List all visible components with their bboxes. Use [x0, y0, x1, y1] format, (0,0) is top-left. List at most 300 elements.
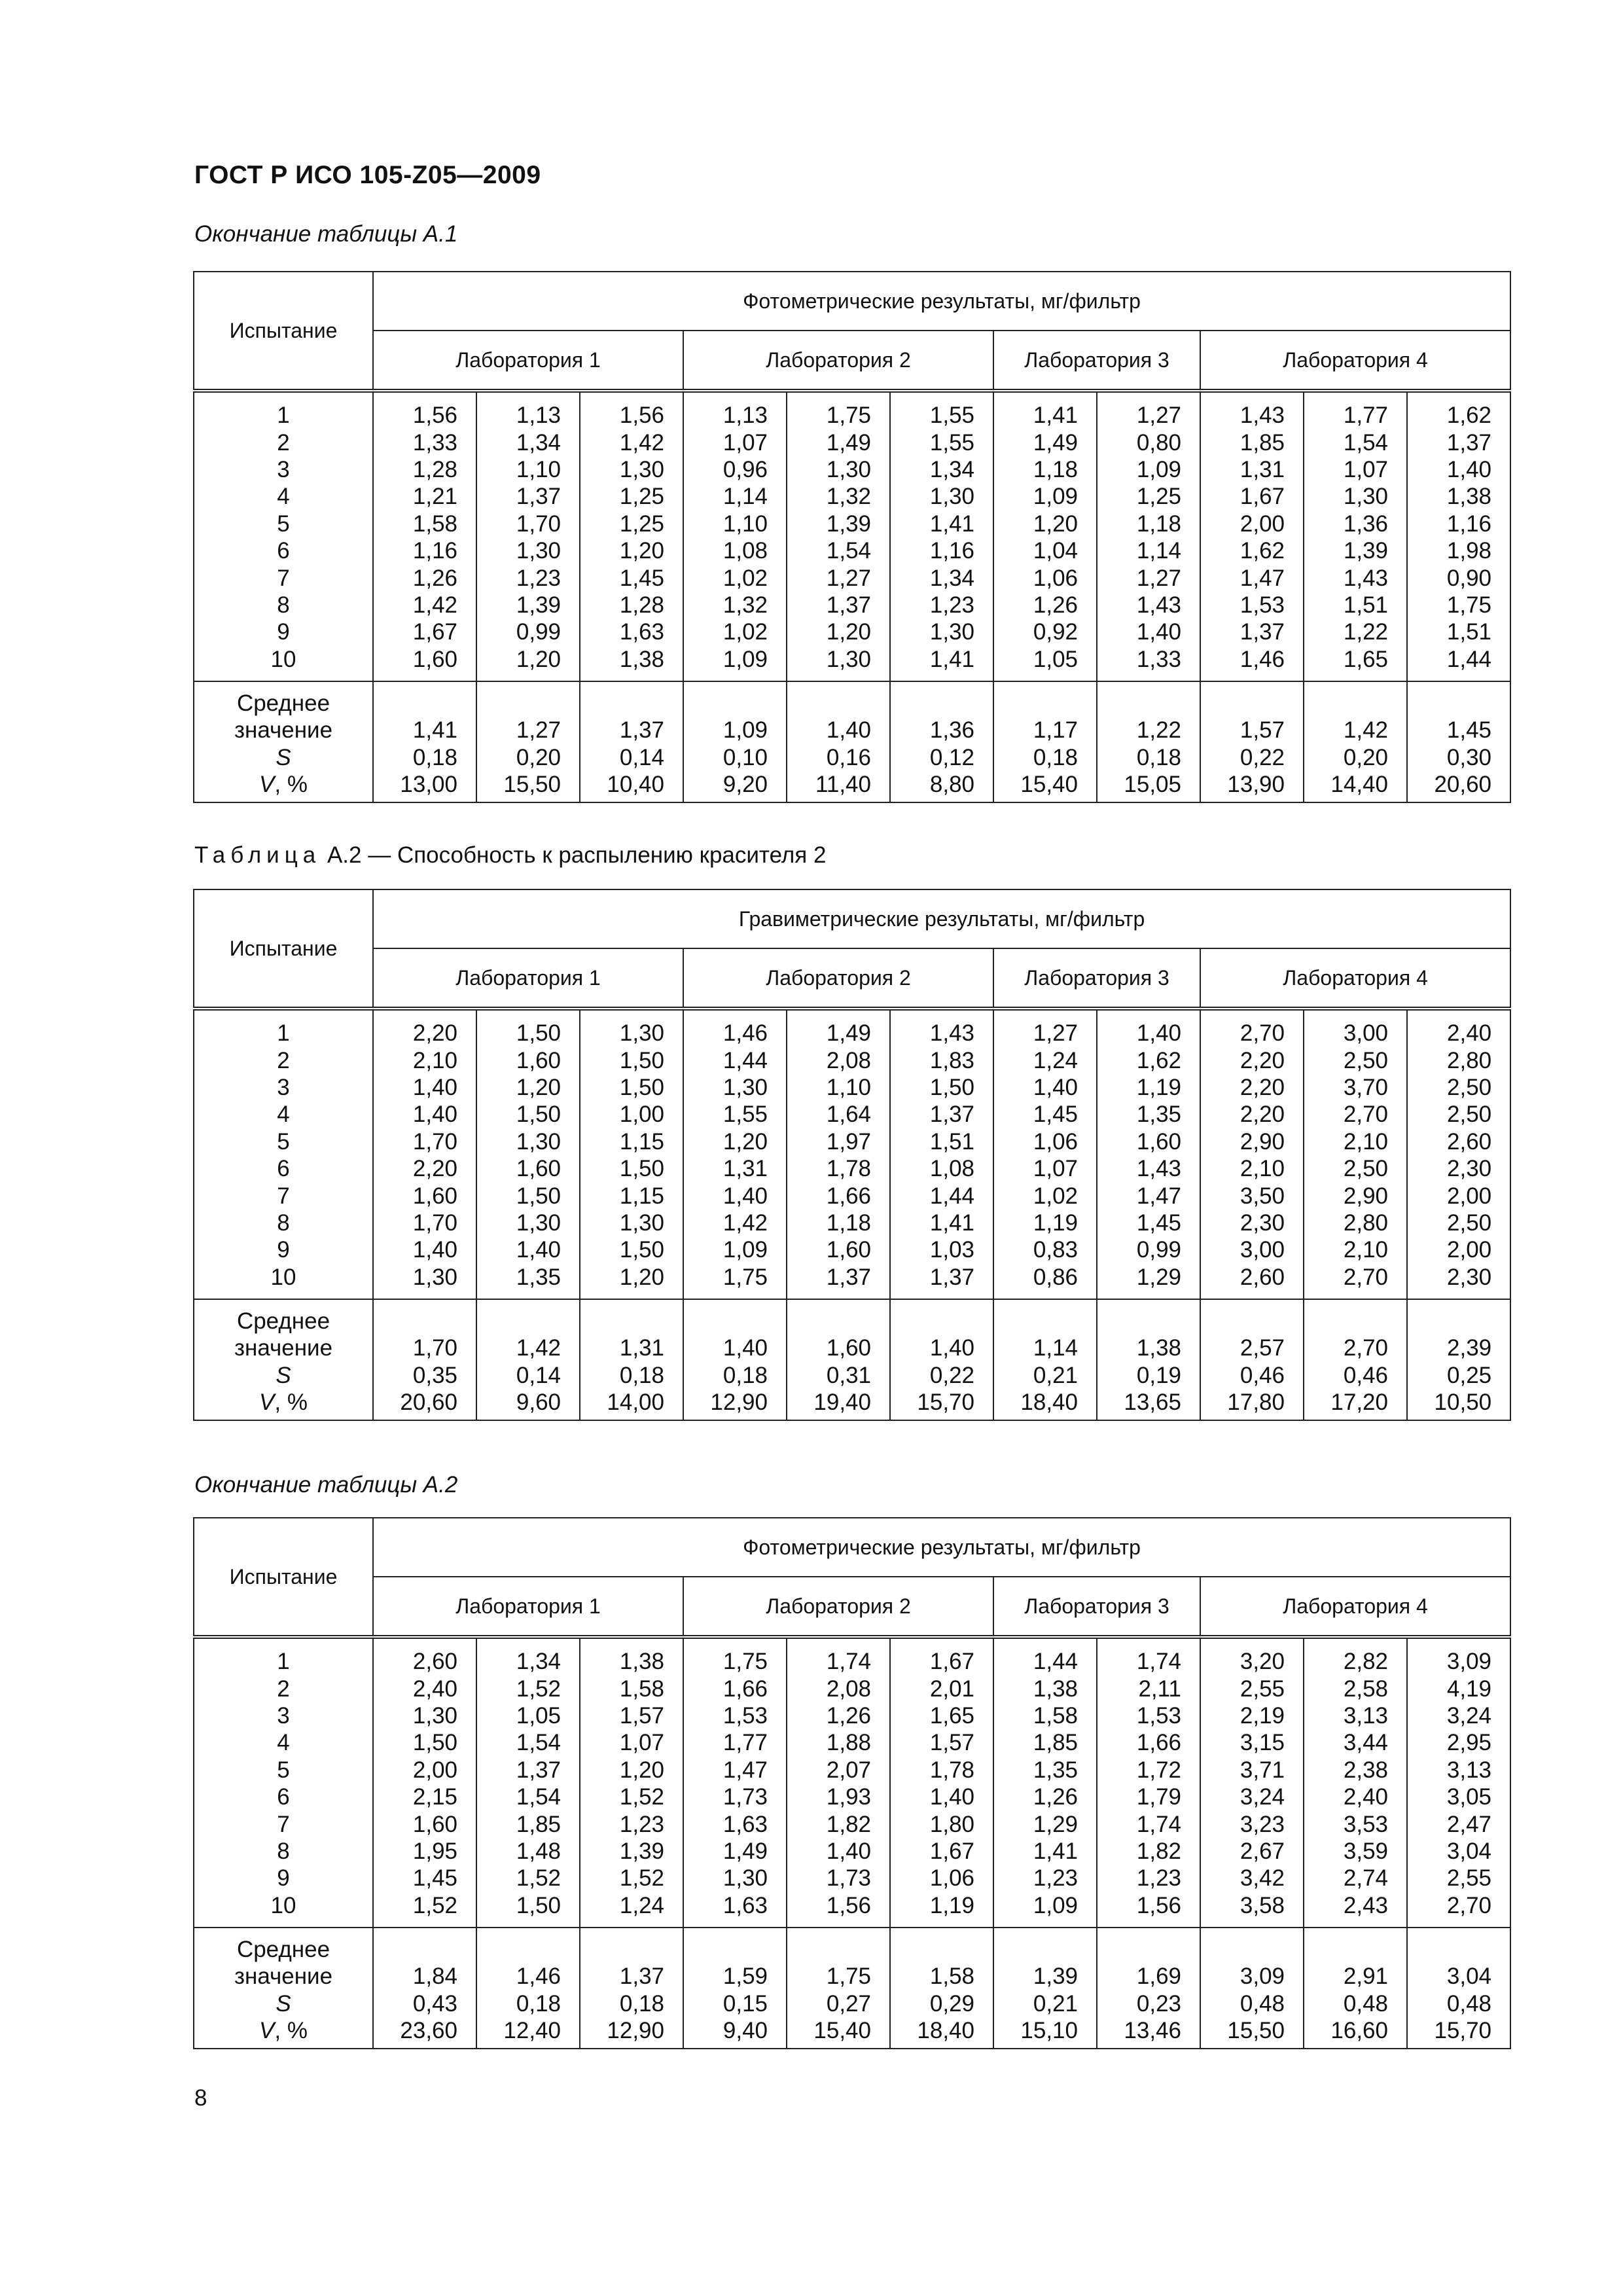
mean-cell: 1,45 [1407, 717, 1510, 744]
value-cell: 1,60 [373, 1810, 476, 1837]
value-cell: 1,40 [1097, 1009, 1200, 1047]
table-row [194, 1264, 1510, 1299]
mean-cell: 1,09 [683, 717, 787, 744]
value-cell: 1,25 [580, 483, 683, 510]
value-cell: 1,27 [787, 564, 890, 591]
value-cell: 1,30 [373, 1264, 476, 1299]
value-cell: 1,37 [787, 1264, 890, 1299]
value-cell: 1,07 [993, 1155, 1097, 1182]
empty-cell [683, 1928, 787, 1963]
table-caption [194, 221, 457, 247]
mean-label-line1: Среднее [194, 681, 373, 717]
value-cell: 1,75 [787, 391, 890, 429]
test-number: 6 [194, 1155, 373, 1182]
value-cell: 3,50 [1200, 1182, 1304, 1209]
mean-cell: 1,37 [580, 1963, 683, 1990]
value-cell: 1,14 [683, 483, 787, 510]
value-cell: 1,50 [476, 1892, 580, 1928]
value-cell: 1,23 [890, 592, 993, 619]
s-cell: 0,48 [1407, 1990, 1510, 2017]
value-cell: 1,20 [476, 1074, 580, 1101]
mean-cell: 1,27 [476, 717, 580, 744]
value-cell: 1,23 [1097, 1865, 1200, 1892]
value-cell: 1,07 [1304, 456, 1407, 483]
empty-cell [476, 1928, 580, 1963]
value-cell: 1,40 [373, 1101, 476, 1128]
table-row [194, 1757, 1510, 1784]
empty-cell [683, 1299, 787, 1335]
empty-cell [476, 1299, 580, 1335]
stat-row-v [194, 771, 1510, 802]
header-lab: Лаборатория 1 [373, 1577, 683, 1637]
s-cell: 0,35 [373, 1362, 476, 1389]
value-cell: 1,30 [787, 456, 890, 483]
page-number: 8 [194, 2085, 207, 2111]
mean-cell: 1,69 [1097, 1963, 1200, 1990]
value-cell: 2,60 [373, 1637, 476, 1675]
s-cell: 0,18 [993, 744, 1097, 771]
s-cell: 0,22 [890, 1362, 993, 1389]
header-lab: Лаборатория 3 [993, 1577, 1200, 1637]
value-cell: 2,50 [1407, 1101, 1510, 1128]
value-cell: 1,20 [787, 619, 890, 645]
value-cell: 1,44 [993, 1637, 1097, 1675]
header-lab: Лаборатория 2 [683, 1577, 993, 1637]
table-row [194, 1675, 1510, 1702]
test-number: 1 [194, 391, 373, 429]
v-cell: 15,40 [993, 771, 1097, 802]
value-cell: 3,00 [1304, 1009, 1407, 1047]
value-cell: 1,30 [580, 1009, 683, 1047]
value-cell: 1,30 [476, 1128, 580, 1155]
test-number: 2 [194, 1047, 373, 1073]
value-cell: 1,09 [993, 1892, 1097, 1928]
value-cell: 2,82 [1304, 1637, 1407, 1675]
value-cell: 2,50 [1407, 1210, 1510, 1236]
value-cell: 1,50 [476, 1009, 580, 1047]
value-cell: 2,30 [1200, 1210, 1304, 1236]
value-cell: 1,16 [1407, 511, 1510, 537]
value-cell: 2,70 [1407, 1892, 1510, 1928]
v-label-variable: V [259, 2018, 275, 2044]
v-cell: 14,00 [580, 1389, 683, 1420]
value-cell: 1,49 [683, 1838, 787, 1865]
value-cell: 2,10 [1200, 1155, 1304, 1182]
test-number: 10 [194, 1892, 373, 1928]
value-cell: 1,73 [787, 1865, 890, 1892]
mean-label-line2: значение [194, 717, 373, 744]
value-cell: 1,02 [683, 619, 787, 645]
v-cell: 17,80 [1200, 1389, 1304, 1420]
value-cell: 2,01 [890, 1675, 993, 1702]
value-cell: 1,15 [580, 1128, 683, 1155]
v-cell: 18,40 [993, 1389, 1097, 1420]
value-cell: 0,90 [1407, 564, 1510, 591]
test-number: 10 [194, 1264, 373, 1299]
value-cell: 1,63 [580, 619, 683, 645]
value-cell: 2,80 [1407, 1047, 1510, 1073]
value-cell: 2,10 [1304, 1128, 1407, 1155]
value-cell: 1,74 [787, 1637, 890, 1675]
value-cell: 1,75 [1407, 592, 1510, 619]
v-label-variable: V [259, 1390, 275, 1416]
s-cell: 0,14 [476, 1362, 580, 1389]
value-cell: 1,38 [1407, 483, 1510, 510]
v-cell: 17,20 [1304, 1389, 1407, 1420]
header-lab: Лаборатория 4 [1200, 331, 1510, 391]
empty-cell [1097, 681, 1200, 717]
value-cell: 1,72 [1097, 1757, 1200, 1784]
test-number: 5 [194, 1128, 373, 1155]
value-cell: 1,55 [890, 391, 993, 429]
test-number: 8 [194, 1210, 373, 1236]
value-cell: 1,29 [993, 1810, 1097, 1837]
value-cell: 1,62 [1097, 1047, 1200, 1073]
mean-cell: 2,57 [1200, 1335, 1304, 1361]
value-cell: 2,70 [1200, 1009, 1304, 1047]
s-cell: 0,18 [1097, 744, 1200, 771]
value-cell: 1,30 [476, 537, 580, 564]
value-cell: 1,95 [373, 1838, 476, 1865]
value-cell: 1,82 [787, 1810, 890, 1837]
value-cell: 1,46 [1200, 646, 1304, 681]
value-cell: 1,26 [373, 564, 476, 591]
empty-cell [1200, 1299, 1304, 1335]
value-cell: 2,90 [1200, 1128, 1304, 1155]
v-cell: 9,20 [683, 771, 787, 802]
value-cell: 2,20 [1200, 1047, 1304, 1073]
value-cell: 1,32 [787, 483, 890, 510]
value-cell: 3,70 [1304, 1074, 1407, 1101]
value-cell: 1,30 [1304, 483, 1407, 510]
value-cell: 1,43 [1097, 1155, 1200, 1182]
v-cell: 15,70 [890, 1389, 993, 1420]
value-cell: 1,30 [787, 646, 890, 681]
empty-cell [1407, 1299, 1510, 1335]
mean-cell: 1,58 [890, 1963, 993, 1990]
value-cell: 1,31 [683, 1155, 787, 1182]
s-cell: 0,46 [1200, 1362, 1304, 1389]
table-row [194, 1155, 1510, 1182]
value-cell: 1,60 [476, 1155, 580, 1182]
value-cell: 2,08 [787, 1675, 890, 1702]
v-cell: 20,60 [373, 1389, 476, 1420]
v-cell: 12,90 [683, 1389, 787, 1420]
value-cell: 1,06 [993, 1128, 1097, 1155]
value-cell: 2,67 [1200, 1838, 1304, 1865]
value-cell: 1,06 [993, 564, 1097, 591]
value-cell: 1,30 [580, 456, 683, 483]
v-cell: 20,60 [1407, 771, 1510, 802]
value-cell: 1,52 [580, 1784, 683, 1810]
value-cell: 1,22 [1304, 619, 1407, 645]
mean-cell: 1,40 [890, 1335, 993, 1361]
stat-row-mean-label [194, 1299, 1510, 1335]
s-cell: 0,18 [580, 1362, 683, 1389]
mean-cell: 1,14 [993, 1335, 1097, 1361]
table-row [194, 1784, 1510, 1810]
test-number: 6 [194, 537, 373, 564]
data-table [193, 889, 1511, 1421]
value-cell: 1,38 [580, 1637, 683, 1675]
value-cell: 2,10 [373, 1047, 476, 1073]
value-cell: 2,90 [1304, 1182, 1407, 1209]
value-cell: 1,79 [1097, 1784, 1200, 1810]
value-cell: 1,39 [476, 592, 580, 619]
s-cell: 0,15 [683, 1990, 787, 2017]
test-number: 10 [194, 646, 373, 681]
value-cell: 1,85 [476, 1810, 580, 1837]
value-cell: 1,34 [476, 429, 580, 456]
value-cell: 1,70 [373, 1128, 476, 1155]
data-table [193, 271, 1511, 803]
value-cell: 1,48 [476, 1838, 580, 1865]
v-cell: 16,60 [1304, 2017, 1407, 2049]
mean-cell: 1,42 [476, 1335, 580, 1361]
value-cell: 1,49 [787, 1009, 890, 1047]
value-cell: 1,52 [580, 1865, 683, 1892]
stat-row-mean [194, 1963, 1510, 1990]
empty-cell [373, 1299, 476, 1335]
value-cell: 1,40 [993, 1074, 1097, 1101]
value-cell: 1,77 [1304, 391, 1407, 429]
value-cell: 1,07 [580, 1729, 683, 1756]
value-cell: 1,49 [787, 429, 890, 456]
s-cell: 0,48 [1304, 1990, 1407, 2017]
mean-cell: 1,41 [373, 717, 476, 744]
value-cell: 1,37 [787, 592, 890, 619]
value-cell: 1,74 [1097, 1637, 1200, 1675]
v-label-unit: , % [274, 772, 308, 798]
empty-cell [787, 1928, 890, 1963]
empty-cell [890, 681, 993, 717]
s-cell: 0,25 [1407, 1362, 1510, 1389]
s-cell: 0,30 [1407, 744, 1510, 771]
value-cell: 1,66 [683, 1675, 787, 1702]
value-cell: 3,23 [1200, 1810, 1304, 1837]
value-cell: 2,20 [373, 1009, 476, 1047]
mean-label-line1: Среднее [194, 1299, 373, 1335]
value-cell: 1,26 [993, 1784, 1097, 1810]
header-test: Испытание [194, 889, 373, 1009]
value-cell: 2,58 [1304, 1675, 1407, 1702]
value-cell: 1,53 [683, 1702, 787, 1729]
test-number: 8 [194, 1838, 373, 1865]
value-cell: 1,70 [476, 511, 580, 537]
value-cell: 3,42 [1200, 1865, 1304, 1892]
value-cell: 1,28 [373, 456, 476, 483]
value-cell: 1,56 [1097, 1892, 1200, 1928]
value-cell: 1,45 [993, 1101, 1097, 1128]
value-cell: 1,02 [993, 1182, 1097, 1209]
value-cell: 1,54 [476, 1784, 580, 1810]
value-cell: 1,82 [1097, 1838, 1200, 1865]
value-cell: 1,24 [993, 1047, 1097, 1073]
test-number: 5 [194, 1757, 373, 1784]
value-cell: 1,43 [1200, 391, 1304, 429]
value-cell: 1,28 [580, 592, 683, 619]
v-cell: 13,00 [373, 771, 476, 802]
stat-row-s [194, 744, 1510, 771]
value-cell: 1,37 [1200, 619, 1304, 645]
s-cell: 0,19 [1097, 1362, 1200, 1389]
mean-cell: 1,31 [580, 1335, 683, 1361]
value-cell: 1,43 [890, 1009, 993, 1047]
s-label: S [194, 1362, 373, 1389]
mean-cell: 1,75 [787, 1963, 890, 1990]
table-row [194, 646, 1510, 681]
value-cell: 1,51 [890, 1128, 993, 1155]
value-cell: 3,13 [1407, 1757, 1510, 1784]
value-cell: 1,56 [787, 1892, 890, 1928]
value-cell: 1,31 [1200, 456, 1304, 483]
test-number: 7 [194, 1810, 373, 1837]
value-cell: 2,11 [1097, 1675, 1200, 1702]
table-caption-text: Окончание таблицы А.2 [194, 1472, 458, 1498]
value-cell: 1,52 [476, 1675, 580, 1702]
value-cell: 1,42 [683, 1210, 787, 1236]
test-number: 1 [194, 1637, 373, 1675]
empty-cell [683, 681, 787, 717]
value-cell: 1,16 [890, 537, 993, 564]
s-cell: 0,10 [683, 744, 787, 771]
v-cell: 13,65 [1097, 1389, 1200, 1420]
value-cell: 0,86 [993, 1264, 1097, 1299]
table-row [194, 592, 1510, 619]
table-row [194, 1182, 1510, 1209]
empty-cell [1304, 1299, 1407, 1335]
value-cell: 1,75 [683, 1264, 787, 1299]
value-cell: 1,70 [373, 1210, 476, 1236]
value-cell: 1,18 [787, 1210, 890, 1236]
stat-row-v [194, 1389, 1510, 1420]
value-cell: 3,58 [1200, 1892, 1304, 1928]
value-cell: 1,40 [373, 1236, 476, 1263]
v-cell: 9,40 [683, 2017, 787, 2049]
value-cell: 1,39 [787, 511, 890, 537]
value-cell: 0,99 [476, 619, 580, 645]
v-label [194, 771, 373, 802]
value-cell: 1,50 [373, 1729, 476, 1756]
test-number: 3 [194, 1702, 373, 1729]
value-cell: 1,32 [683, 592, 787, 619]
value-cell: 1,35 [476, 1264, 580, 1299]
v-cell: 15,40 [787, 2017, 890, 2049]
value-cell: 1,09 [683, 646, 787, 681]
value-cell: 1,06 [890, 1865, 993, 1892]
value-cell: 1,83 [890, 1047, 993, 1073]
value-cell: 1,41 [890, 1210, 993, 1236]
value-cell: 1,66 [787, 1182, 890, 1209]
value-cell: 1,05 [993, 646, 1097, 681]
value-cell: 1,57 [580, 1702, 683, 1729]
value-cell: 1,53 [1200, 592, 1304, 619]
value-cell: 2,40 [1304, 1784, 1407, 1810]
value-cell: 1,45 [580, 564, 683, 591]
empty-cell [580, 1928, 683, 1963]
value-cell: 1,50 [580, 1047, 683, 1073]
value-cell: 1,03 [890, 1236, 993, 1263]
table-row [194, 619, 1510, 645]
s-cell: 0,46 [1304, 1362, 1407, 1389]
value-cell: 2,00 [373, 1757, 476, 1784]
table-row [194, 1810, 1510, 1837]
v-cell: 15,70 [1407, 2017, 1510, 2049]
empty-cell [1407, 1928, 1510, 1963]
value-cell: 1,41 [890, 646, 993, 681]
value-cell: 1,16 [373, 537, 476, 564]
v-label-unit: , % [274, 2018, 308, 2044]
value-cell: 1,67 [373, 619, 476, 645]
header-group: Гравиметрические результаты, мг/фильтр [373, 889, 1510, 948]
value-cell: 3,09 [1407, 1637, 1510, 1675]
value-cell: 1,23 [993, 1865, 1097, 1892]
value-cell: 1,43 [1304, 564, 1407, 591]
header-lab: Лаборатория 1 [373, 331, 683, 391]
value-cell: 3,71 [1200, 1757, 1304, 1784]
mean-label-line2: значение [194, 1335, 373, 1361]
value-cell: 1,13 [476, 391, 580, 429]
mean-cell: 1,70 [373, 1335, 476, 1361]
value-cell: 1,41 [993, 391, 1097, 429]
header-lab: Лаборатория 2 [683, 331, 993, 391]
v-label-unit: , % [274, 1390, 308, 1416]
value-cell: 2,15 [373, 1784, 476, 1810]
header-lab: Лаборатория 4 [1200, 948, 1510, 1009]
value-cell: 1,33 [373, 429, 476, 456]
test-number: 4 [194, 483, 373, 510]
test-number: 9 [194, 1865, 373, 1892]
value-cell: 1,43 [1097, 592, 1200, 619]
empty-cell [1097, 1928, 1200, 1963]
value-cell: 1,63 [683, 1892, 787, 1928]
table-row [194, 1009, 1510, 1047]
mean-cell: 2,39 [1407, 1335, 1510, 1361]
value-cell: 1,50 [890, 1074, 993, 1101]
value-cell: 1,05 [476, 1702, 580, 1729]
mean-cell: 1,40 [787, 717, 890, 744]
table-caption [194, 1472, 457, 1498]
value-cell: 1,67 [890, 1637, 993, 1675]
value-cell: 1,27 [993, 1009, 1097, 1047]
test-number: 3 [194, 456, 373, 483]
s-cell: 0,14 [580, 744, 683, 771]
value-cell: 1,93 [787, 1784, 890, 1810]
value-cell: 1,60 [476, 1047, 580, 1073]
header-test: Испытание [194, 1518, 373, 1637]
value-cell: 1,20 [993, 511, 1097, 537]
value-cell: 1,45 [1097, 1210, 1200, 1236]
value-cell: 1,52 [373, 1892, 476, 1928]
value-cell: 1,13 [683, 391, 787, 429]
value-cell: 1,09 [993, 483, 1097, 510]
value-cell: 1,34 [890, 564, 993, 591]
value-cell: 1,73 [683, 1784, 787, 1810]
value-cell: 1,60 [373, 646, 476, 681]
value-cell: 1,77 [683, 1729, 787, 1756]
value-cell: 1,10 [683, 511, 787, 537]
table-row [194, 1865, 1510, 1892]
header-lab: Лаборатория 4 [1200, 1577, 1510, 1637]
value-cell: 2,00 [1407, 1236, 1510, 1263]
value-cell: 1,30 [683, 1074, 787, 1101]
v-cell: 15,50 [1200, 2017, 1304, 2049]
s-cell: 0,22 [1200, 744, 1304, 771]
table-row [194, 1729, 1510, 1756]
stat-row-s [194, 1990, 1510, 2017]
value-cell: 1,20 [580, 1264, 683, 1299]
value-cell: 1,37 [890, 1101, 993, 1128]
